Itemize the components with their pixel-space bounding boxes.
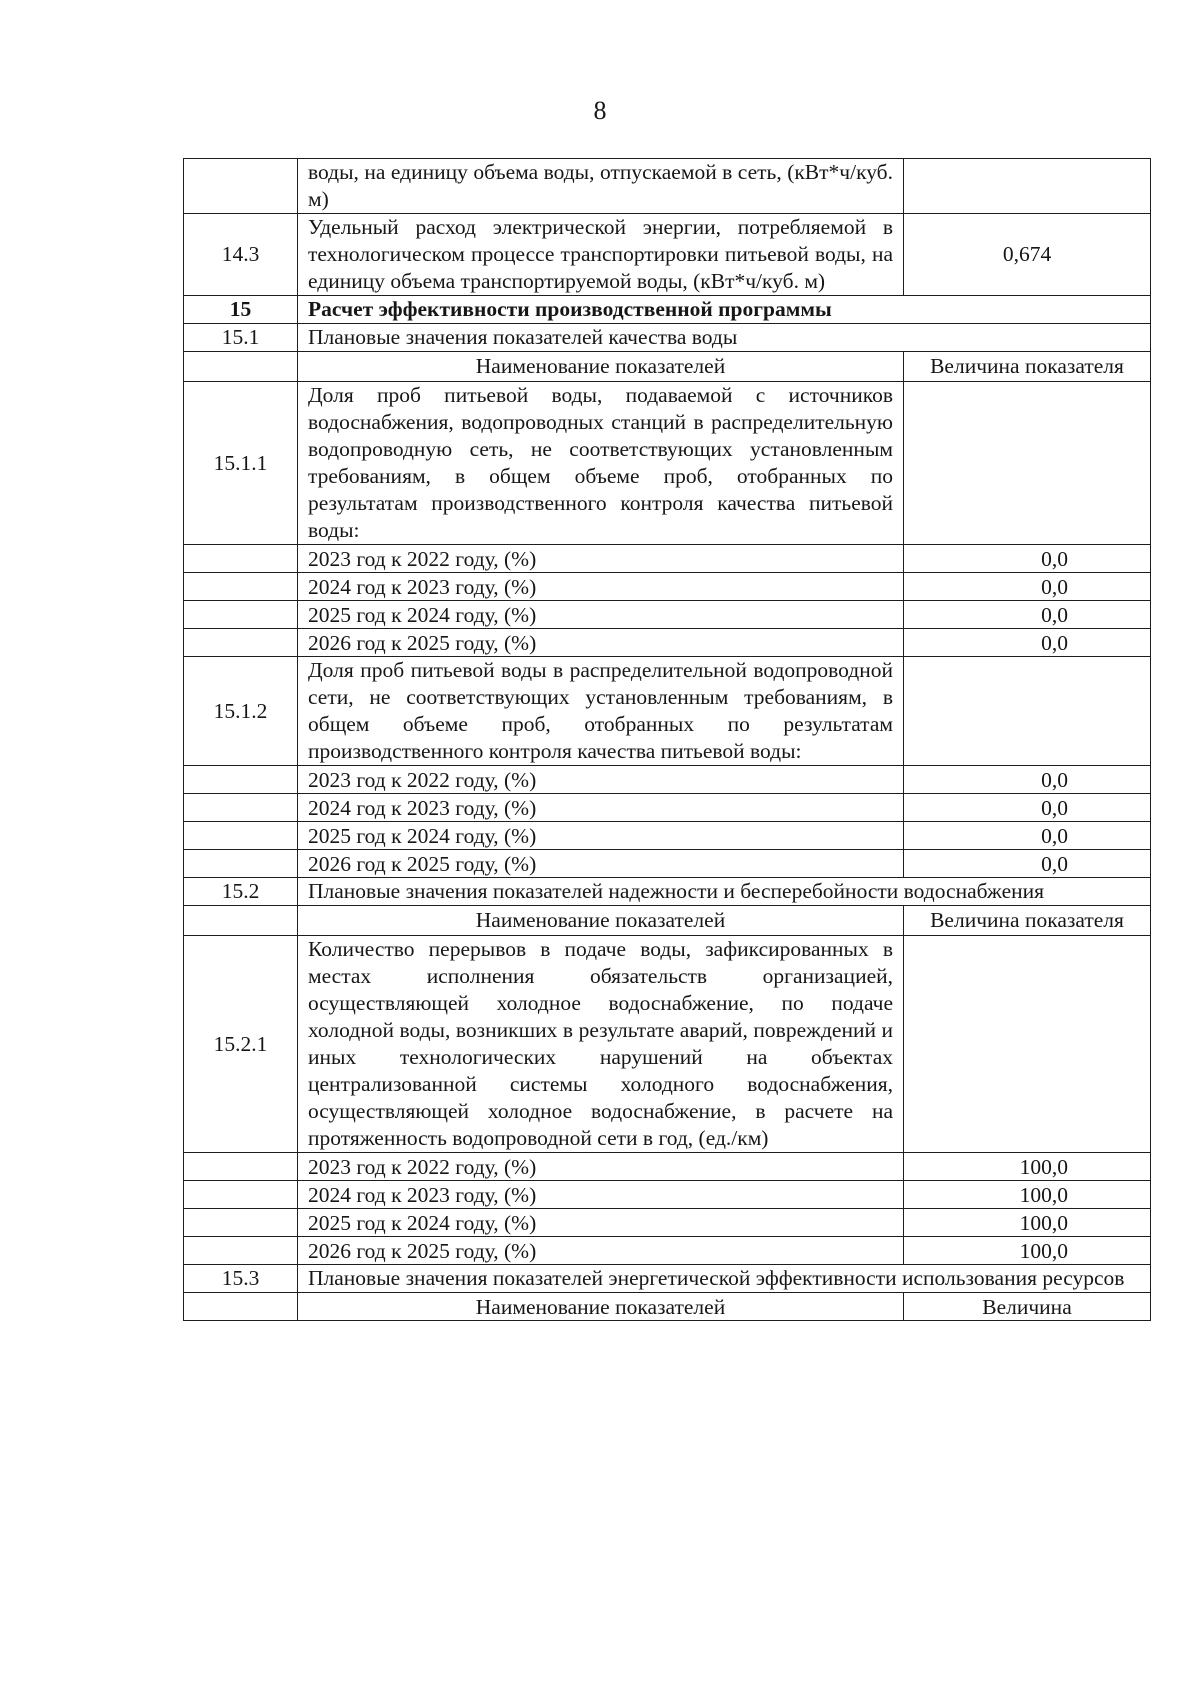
table-row — [184, 936, 1151, 1153]
indicator-name: Удельный расход электрической энергии, потребляемой в технологическом процессе транспортировки питьевой воды, на единицу объема транспортируемой воды, (кВт*ч/куб. м) — [298, 214, 904, 296]
row-number — [184, 1293, 298, 1321]
indicators-table — [183, 158, 1151, 1321]
subsection-title: Плановые значения показателей энергетической эффективности использования ресурсов — [298, 1265, 1151, 1293]
row-number — [184, 629, 298, 657]
indicator-value: 100,0 — [904, 1153, 1151, 1181]
year-label: 2024 год к 2023 году, (%) — [298, 1181, 904, 1209]
table-row — [184, 822, 1151, 850]
column-header-value: Величина — [904, 1293, 1151, 1321]
year-label: 2023 год к 2022 году, (%) — [298, 766, 904, 794]
table-row — [184, 573, 1151, 601]
column-header-name: Наименование показателей — [298, 906, 904, 936]
indicator-name: Доля проб питьевой воды, подаваемой с источников водоснабжения, водопроводных станций в распределительную водопроводную сеть, не соответствующих установленным требованиям, в общем объеме проб, отобранных по результатам производственного контроля качества питьевой воды: — [298, 382, 904, 545]
indicator-value: 0,0 — [904, 794, 1151, 822]
indicator-value: 0,0 — [904, 601, 1151, 629]
row-number — [184, 159, 298, 214]
subsection-number: 15.3 — [184, 1265, 298, 1293]
table-row — [184, 601, 1151, 629]
year-label: 2026 год к 2025 году, (%) — [298, 1237, 904, 1265]
column-header-name: Наименование показателей — [298, 352, 904, 382]
row-number: 15.1.2 — [184, 657, 298, 766]
year-label: 2025 год к 2024 году, (%) — [298, 1209, 904, 1237]
row-number — [184, 1237, 298, 1265]
table-row — [184, 657, 1151, 766]
subsection-number: 15.1 — [184, 324, 298, 352]
table-row — [184, 629, 1151, 657]
table-row — [184, 1209, 1151, 1237]
column-header-name: Наименование показателей — [298, 1293, 904, 1321]
table-row — [184, 766, 1151, 794]
column-header-value: Величина показателя — [904, 906, 1151, 936]
subsection-row — [184, 878, 1151, 906]
indicator-value: 0,0 — [904, 766, 1151, 794]
year-label: 2026 год к 2025 году, (%) — [298, 629, 904, 657]
table-row — [184, 850, 1151, 878]
header-row — [184, 1293, 1151, 1321]
indicator-value: 0,0 — [904, 850, 1151, 878]
section-number: 15 — [184, 296, 298, 324]
row-number — [184, 352, 298, 382]
row-number — [184, 1153, 298, 1181]
subsection-row — [184, 1265, 1151, 1293]
header-row — [184, 352, 1151, 382]
table-row — [184, 382, 1151, 545]
indicator-value — [904, 159, 1151, 214]
indicator-value: 100,0 — [904, 1209, 1151, 1237]
row-number — [184, 1209, 298, 1237]
table-row — [184, 545, 1151, 573]
column-header-value: Величина показателя — [904, 352, 1151, 382]
row-number — [184, 822, 298, 850]
row-number: 14.3 — [184, 214, 298, 296]
indicator-value: 0,0 — [904, 545, 1151, 573]
page-number: 8 — [593, 96, 607, 125]
section-title: Расчет эффективности производственной программы — [298, 296, 1151, 324]
row-number — [184, 545, 298, 573]
table-row — [184, 214, 1151, 296]
indicator-value — [904, 936, 1151, 1153]
table-row — [184, 1153, 1151, 1181]
header-row — [184, 906, 1151, 936]
row-number — [184, 906, 298, 936]
row-number — [184, 766, 298, 794]
indicator-value: 0,674 — [904, 214, 1151, 296]
row-number: 15.1.1 — [184, 382, 298, 545]
indicator-value — [904, 382, 1151, 545]
subsection-row — [184, 324, 1151, 352]
table-row — [184, 159, 1151, 214]
subsection-title: Плановые значения показателей качества воды — [298, 324, 1151, 352]
year-label: 2025 год к 2024 году, (%) — [298, 601, 904, 629]
table-row — [184, 1181, 1151, 1209]
row-number — [184, 1181, 298, 1209]
indicator-value — [904, 657, 1151, 766]
indicator-value: 0,0 — [904, 629, 1151, 657]
indicator-value: 0,0 — [904, 822, 1151, 850]
row-number — [184, 573, 298, 601]
year-label: 2024 год к 2023 году, (%) — [298, 794, 904, 822]
indicator-name: Количество перерывов в подаче воды, зафиксированных в местах исполнения обязательств организацией, осуществляющей холодное водоснабжение, по подаче холодной воды, возникших в результате аварий, повреждений и иных технологических нарушений на объектах централизованной системы холодного водоснабжения, осуществляющей холодное водоснабжение, в расчете на протяженность водопроводной сети в год, (ед./км) — [298, 936, 904, 1153]
table-row — [184, 1237, 1151, 1265]
year-label: 2026 год к 2025 году, (%) — [298, 850, 904, 878]
year-label: 2023 год к 2022 году, (%) — [298, 545, 904, 573]
indicator-value: 100,0 — [904, 1237, 1151, 1265]
indicator-name: Доля проб питьевой воды в распределительной водопроводной сети, не соответствующих установленным требованиям, в общем объеме проб, отобранных по результатам производственного контроля качества питьевой воды: — [298, 657, 904, 766]
section-row — [184, 296, 1151, 324]
row-number: 15.2.1 — [184, 936, 298, 1153]
row-number — [184, 794, 298, 822]
year-label: 2024 год к 2023 году, (%) — [298, 573, 904, 601]
year-label: 2023 год к 2022 году, (%) — [298, 1153, 904, 1181]
row-number — [184, 850, 298, 878]
subsection-number: 15.2 — [184, 878, 298, 906]
subsection-title: Плановые значения показателей надежности и бесперебойности водоснабжения — [298, 878, 1151, 906]
table-row — [184, 794, 1151, 822]
row-number — [184, 601, 298, 629]
indicator-value: 100,0 — [904, 1181, 1151, 1209]
year-label: 2025 год к 2024 году, (%) — [298, 822, 904, 850]
indicator-value: 0,0 — [904, 573, 1151, 601]
indicator-name: воды, на единицу объема воды, отпускаемой в сеть, (кВт*ч/куб. м) — [298, 159, 904, 214]
